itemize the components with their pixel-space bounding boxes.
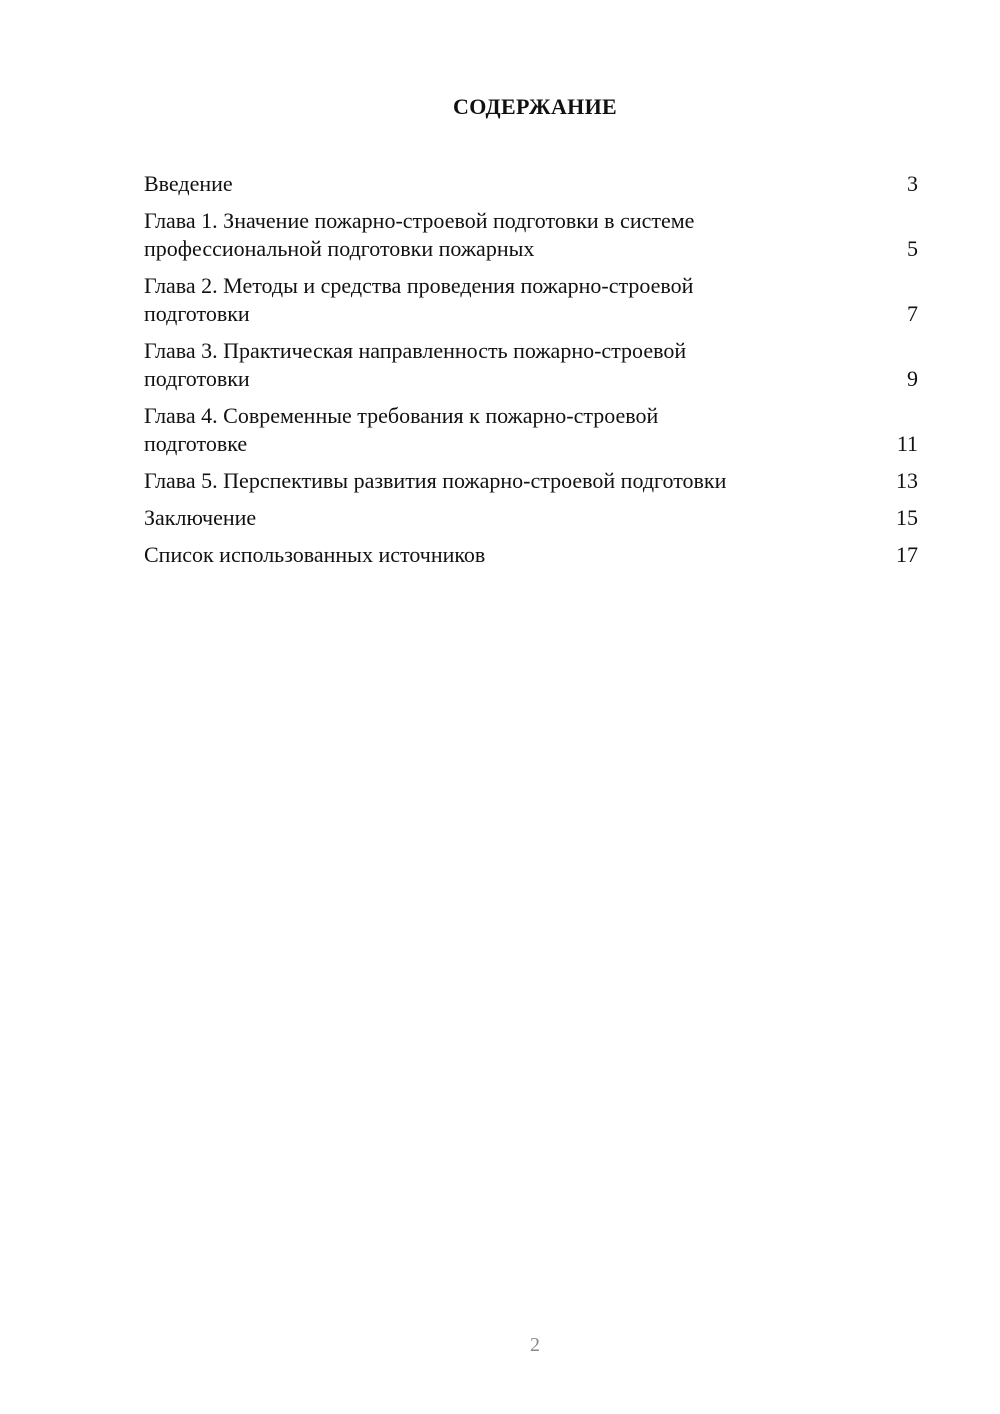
toc-entry-label: Глава 3. Практическая направленность пожарно-строевой подготовки	[144, 338, 687, 391]
toc-entry-chapter-2[interactable]	[144, 272, 918, 328]
toc-entry-label: Введение	[144, 171, 233, 196]
toc-entry-label: Глава 1. Значение пожарно-строевой подготовки в системе профессиональной подготовки пожарных	[144, 208, 695, 261]
toc-entry-label: Глава 2. Методы и средства проведения пожарно-строевой подготовки	[144, 273, 694, 326]
toc-entry-page-number: 3	[907, 171, 918, 196]
toc-entry-page-number: 5	[907, 236, 918, 261]
toc-entry-page-number: 17	[896, 542, 918, 567]
toc-entry-label: Список использованных источников	[144, 542, 486, 567]
toc-entry-chapter-5[interactable]	[144, 467, 918, 495]
toc-entry-chapter-1[interactable]	[144, 207, 918, 263]
toc-entry-label: Глава 4. Современные требования к пожарно-строевой подготовке	[144, 403, 659, 456]
toc-title: СОДЕРЖАНИЕ	[453, 94, 617, 119]
toc-entry-label: Заключение	[144, 505, 257, 530]
toc-entry-page-number: 9	[907, 366, 918, 391]
toc-entry-label: Глава 5. Перспективы развития пожарно-строевой подготовки	[144, 468, 727, 493]
toc-entry-chapter-4[interactable]	[144, 402, 918, 458]
toc-entry-conclusion[interactable]	[144, 504, 918, 532]
toc-entry-page-number: 15	[896, 505, 918, 530]
toc-entry-page-number: 13	[896, 468, 918, 493]
toc-entry-page-number: 11	[896, 431, 918, 456]
toc-entry-page-number: 7	[907, 301, 918, 326]
footer-page-number: 2	[530, 1334, 540, 1356]
toc-entry-chapter-3[interactable]	[144, 337, 918, 393]
toc-entry-introduction[interactable]	[144, 170, 918, 198]
toc-list	[144, 170, 918, 578]
toc-entry-references[interactable]	[144, 541, 918, 569]
